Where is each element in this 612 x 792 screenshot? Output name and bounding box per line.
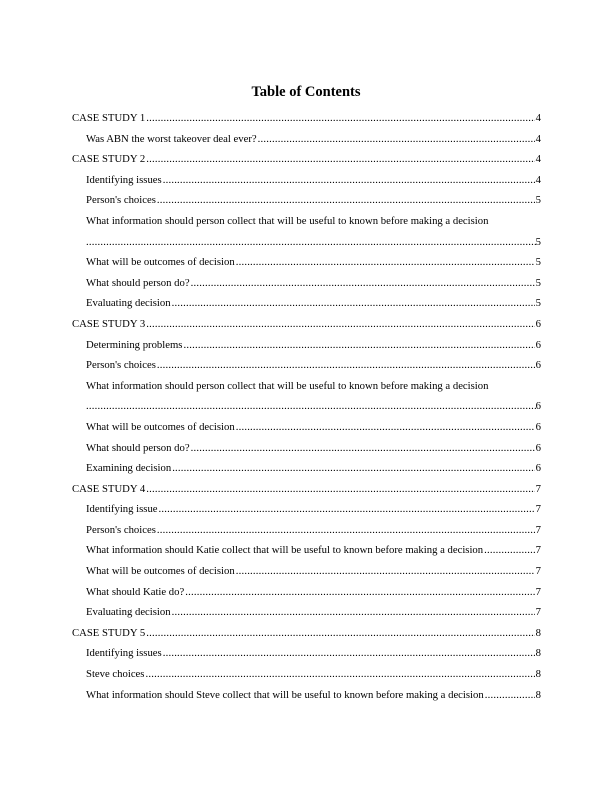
toc-entry[interactable] <box>72 379 541 414</box>
toc-entry[interactable] <box>72 585 541 599</box>
toc-page-number: 7 <box>535 544 541 557</box>
toc-entry-text: Determining problems <box>86 338 183 351</box>
dot-leader <box>258 132 535 146</box>
toc-page-number: 6 <box>535 441 541 454</box>
toc-page-number: 5 <box>535 194 541 207</box>
toc-heading-entry[interactable] <box>72 626 541 640</box>
toc-entry-text: What information should person collect that will be useful to known before making a decision <box>86 214 489 227</box>
toc-entry-text: What should person do? <box>86 276 190 289</box>
dot-leader <box>159 502 535 516</box>
toc-page-number: 7 <box>535 503 541 516</box>
dot-leader <box>163 646 535 660</box>
dot-leader <box>172 461 534 475</box>
toc-heading-entry[interactable] <box>72 111 541 125</box>
toc-entry-text: Identifying issue <box>86 503 158 516</box>
toc-entry[interactable] <box>72 338 541 352</box>
dot-leader <box>157 193 535 207</box>
dot-leader <box>485 688 535 702</box>
toc-page-number: 7 <box>535 565 541 578</box>
dot-leader <box>86 235 536 249</box>
toc-entry-text: What will be outcomes of decision <box>86 256 235 269</box>
dot-leader <box>185 585 534 599</box>
toc-page-number: 8 <box>535 668 541 681</box>
toc-entry[interactable] <box>72 688 541 702</box>
toc-entry-text: Person's choices <box>86 359 156 372</box>
dot-leader <box>172 605 535 619</box>
toc-page-number: 4 <box>535 112 541 124</box>
toc-entry[interactable] <box>72 214 541 249</box>
dot-leader <box>145 667 534 681</box>
toc-page-number: 7 <box>535 482 541 495</box>
dot-leader <box>236 420 535 434</box>
toc-entry-text: CASE STUDY 1 <box>72 112 146 124</box>
toc-page-number: 6 <box>535 359 541 372</box>
toc-entry-text: Identifying issues <box>86 173 162 186</box>
toc-entry-text: What should Katie do? <box>86 585 185 598</box>
dot-leader <box>157 358 535 372</box>
dot-leader <box>183 338 534 352</box>
toc-entry-text: What information should Katie collect that will be useful to known before making a decision <box>86 544 484 557</box>
toc-entry[interactable] <box>72 420 541 434</box>
toc-entry[interactable] <box>72 173 541 187</box>
dot-leader <box>484 543 535 557</box>
toc-entry[interactable] <box>72 564 541 578</box>
toc-page-number: 4 <box>535 153 541 166</box>
dot-leader <box>146 111 534 125</box>
toc-entry-text: What information should person collect that will be useful to known before making a decision <box>86 379 489 392</box>
toc-page-number: 4 <box>535 132 541 145</box>
toc-entry-text: CASE STUDY 5 <box>72 626 146 639</box>
toc-page-number: 6 <box>535 338 541 351</box>
dot-leader <box>163 173 535 187</box>
toc-page-number: 8 <box>535 647 541 660</box>
toc-entry[interactable] <box>72 523 541 537</box>
toc-page-number: 6 <box>535 317 541 330</box>
toc-heading-entry[interactable] <box>72 152 541 166</box>
toc-page-number: 6 <box>535 400 541 413</box>
toc-entry[interactable] <box>72 276 541 290</box>
toc-page-number: 7 <box>535 585 541 598</box>
dot-leader <box>236 255 535 269</box>
dot-leader <box>191 276 535 290</box>
toc-entry[interactable] <box>72 358 541 372</box>
toc-entry-text: Steve choices <box>86 668 145 681</box>
toc-entry-text: CASE STUDY 3 <box>72 317 146 330</box>
toc-page-number: 5 <box>535 276 541 289</box>
toc-page-number: 6 <box>535 420 541 433</box>
dot-leader <box>172 296 535 310</box>
dot-leader <box>236 564 535 578</box>
toc-page-number: 6 <box>535 462 541 475</box>
toc-page-number: 8 <box>535 688 541 701</box>
toc-entry-text: What will be outcomes of decision <box>86 565 235 578</box>
toc-page-number: 7 <box>535 523 541 536</box>
toc-entry[interactable] <box>72 461 541 475</box>
toc-entry-text: CASE STUDY 4 <box>72 482 146 495</box>
toc-entry-text: Evaluating decision <box>86 606 171 619</box>
toc-page-number: 5 <box>535 297 541 310</box>
toc-entry[interactable] <box>72 646 541 660</box>
toc-entry[interactable] <box>72 441 541 455</box>
toc-page-number: 8 <box>535 626 541 639</box>
dot-leader <box>146 626 534 640</box>
toc-entry-text: Identifying issues <box>86 647 162 660</box>
toc-entry-text: What will be outcomes of decision <box>86 420 235 433</box>
toc-entry-text: Was ABN the worst takeover deal ever? <box>86 132 257 145</box>
dot-leader <box>157 523 535 537</box>
toc-entry-text: What information should Steve collect that will be useful to known before making a decision <box>86 688 484 701</box>
toc-entry-text: Examining decision <box>86 462 172 475</box>
toc-entry[interactable] <box>72 667 541 681</box>
dot-leader <box>86 399 536 413</box>
toc-page-number: 4 <box>535 173 541 186</box>
toc-page-number: 7 <box>535 606 541 619</box>
toc-entry[interactable] <box>72 605 541 619</box>
dot-leader <box>191 441 535 455</box>
toc-heading-entry[interactable] <box>72 317 541 331</box>
table-of-contents <box>72 111 541 708</box>
toc-page-number: 5 <box>535 235 541 248</box>
toc-entry-text: Evaluating decision <box>86 297 171 310</box>
toc-heading-entry[interactable] <box>72 482 541 496</box>
toc-entry-text: What should person do? <box>86 441 190 454</box>
toc-page-number: 5 <box>535 256 541 269</box>
toc-entry-text: Person's choices <box>86 523 156 536</box>
toc-entry[interactable] <box>72 296 541 310</box>
toc-entry-text: CASE STUDY 2 <box>72 153 146 166</box>
toc-entry[interactable] <box>72 543 541 557</box>
dot-leader <box>146 152 534 166</box>
toc-entry[interactable] <box>72 132 541 146</box>
toc-entry[interactable] <box>72 502 541 516</box>
toc-entry[interactable] <box>72 255 541 269</box>
toc-entry[interactable] <box>72 193 541 207</box>
dot-leader <box>146 317 534 331</box>
toc-title: Table of Contents <box>251 84 361 100</box>
toc-entry-text: Person's choices <box>86 194 156 207</box>
dot-leader <box>146 482 534 496</box>
